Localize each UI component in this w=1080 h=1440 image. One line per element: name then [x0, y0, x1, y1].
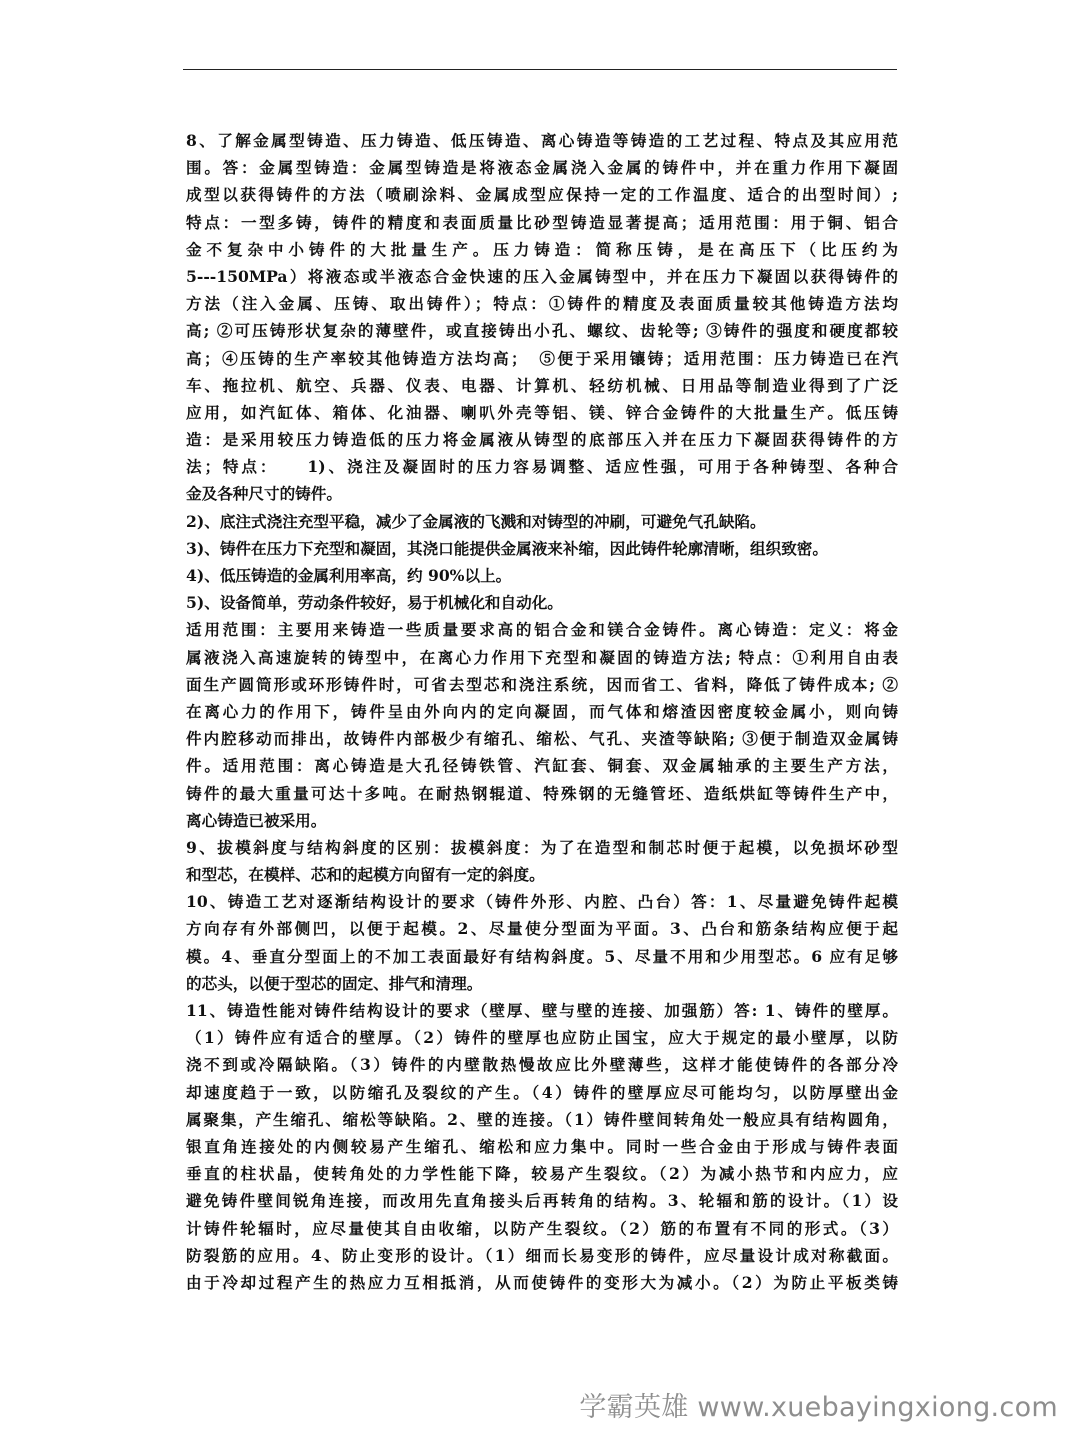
text-line: 11、铸造性能对铸件结构设计的要求（壁厚、壁与壁的连接、加强筋）答: 1、铸件的壁厚。	[186, 1001, 898, 1020]
text-line: 面生产圆筒形或环形铸件时，可省去型芯和浇注系统，因而省工、省料，降低了铸件成本; ②	[186, 674, 898, 694]
text-line: 高; ②可压铸形状复杂的薄壁件，或直接铸出小孔、螺纹、齿轮等; ③铸件的强度和硬度都较	[186, 321, 898, 341]
text-line: 铸件的最大重量可达十多吨。在耐热钢辊道、特殊钢的无缝管坯、造纸烘缸等铸件生产中，	[186, 783, 898, 803]
text-line: （1）铸件应有适合的壁厚。（2）铸件的壁厚也应防止国宝，应大于规定的最小壁厚，以防	[186, 1028, 898, 1048]
text-line: 法；特点： 1)、浇注及凝固时的压力容易调整、适应性强，可用于各种铸型、各种合	[186, 457, 898, 477]
text-line: 属液浇入高速旋转的铸型中，在离心力作用下充型和凝固的铸造方法; 特点：①利用自由表	[186, 647, 898, 667]
text-line: 10、铸造工艺对逐渐结构设计的要求（铸件外形、内腔、凸台）答：1、尽量避免铸件起模	[186, 892, 898, 912]
text-line: 和型芯，在模样、芯和的起模方向留有一定的斜度。	[186, 865, 545, 885]
text-line: 件。适用范围：离心铸造是大孔径铸铁管、汽缸套、铜套、双金属轴承的主要生产方法，	[186, 756, 898, 776]
text-line: 却速度趋于一致，以防缩孔及裂纹的产生。（4）铸件的壁厚应尽可能均匀，以防厚壁出金	[186, 1082, 898, 1102]
text-line: 方向存有外部侧凹，以便于起模。2、尽量使分型面为平面。3、凸台和筋条结构应便于起	[186, 919, 898, 939]
text-line: 模。4、垂直分型面上的不加工表面最好有结构斜度。5、尽量不用和少用型芯。6 应有足够	[186, 946, 898, 966]
header-rule	[183, 69, 897, 70]
text-line: 件内腔移动而排出，故铸件内部极少有缩孔、缩松、气孔、夹渣等缺陷; ③便于制造双金属铸	[186, 729, 898, 749]
text-line: 特点：一型多铸，铸件的精度和表面质量比砂型铸造显著提高；适用范围：用于铜、铝合	[186, 212, 898, 232]
document-body	[186, 127, 898, 1296]
text-line: 4)、低压铸造的金属利用率高，约 90%以上。	[186, 566, 512, 585]
text-line: 金不复杂中小铸件的大批量生产。压力铸造：简称压铸，是在高压下（比压约为	[186, 239, 898, 259]
text-line: 应用，如汽缸体、箱体、化油器、喇叭外壳等铝、镁、锌合金铸件的大批量生产。低压铸	[186, 402, 898, 422]
text-line: 适用范围：主要用来铸造一些质量要求高的铝合金和镁合金铸件。离心铸造：定义：将金	[186, 620, 898, 640]
text-line: 银直角连接处的内侧较易产生缩孔、缩松和应力集中。同时一些合金由于形成与铸件表面	[186, 1136, 898, 1156]
text-line: 造：是采用较压力铸造低的压力将金属液从铸型的底部压入并在压力下凝固获得铸件的方	[186, 430, 898, 450]
text-line: 属聚集，产生缩孔、缩松等缺陷。2、壁的连接。（1）铸件壁间转角处一般应具有结构圆角，	[186, 1109, 898, 1129]
text-line: 9、拔模斜度与结构斜度的区别：拔模斜度：为了在造型和制芯时便于起模，以免损坏砂型	[186, 837, 898, 857]
text-line: 由于冷却过程产生的热应力互相抵消，从而使铸件的变形大为减小。（2）为防止平板类铸	[186, 1272, 898, 1292]
text-line: 成型以获得铸件的方法（喷刷涂料、金属成型应保持一定的工作温度、适合的出型时间）;	[186, 185, 898, 205]
text-line: 避免铸件壁间锐角连接，而改用先直角接头后再转角的结构。3、轮辐和筋的设计。（1）设	[186, 1191, 898, 1211]
text-line: 围。答：金属型铸造：金属型铸造是将液态金属浇入金属的铸件中，并在重力作用下凝固	[186, 158, 898, 178]
text-line: 垂直的柱状晶，使转角处的力学性能下降，较易产生裂纹。（2）为减小热节和内应力，应	[186, 1164, 898, 1184]
text-line: 8、了解金属型铸造、压力铸造、低压铸造、离心铸造等铸造的工艺过程、特点及其应用范	[186, 131, 898, 150]
text-line: 浇不到或冷隔缺陷。（3）铸件的内壁散热慢故应比外壁薄些，这样才能使铸件的各部分冷	[186, 1055, 898, 1075]
text-line: 高；④压铸的生产率较其他铸造方法均高； ⑤便于采用镶铸；适用范围：压力铸造已在汽	[186, 348, 898, 368]
text-line: 防裂筋的应用。4、防止变形的设计。（1）细而长易变形的铸件，应尽量设计成对称截面。	[186, 1245, 898, 1265]
text-line: 5---150MPa）将液态或半液态合金快速的压入金属铸型中，并在压力下凝固以获得铸件的	[186, 266, 898, 286]
text-line: 车、拖拉机、航空、兵器、仪表、电器、计算机、轻纺机械、日用品等制造业得到了广泛	[186, 375, 898, 395]
text-line: 离心铸造已被采用。	[186, 810, 327, 830]
site-watermark: 学霸英雄 www.xuebayingxiong.com	[579, 1392, 1058, 1423]
text-line: 2)、底注式浇注充型平稳，减少了金属液的飞溅和对铸型的冲刷，可避免气孔缺陷。	[186, 511, 766, 531]
text-line: 在离心力的作用下，铸件呈由外向内的定向凝固，而气体和熔渣因密度较金属小，则向铸	[186, 701, 898, 721]
text-line: 5)、设备简单，劳动条件较好，易于机械化和自动化。	[186, 593, 563, 613]
text-line: 金及各种尺寸的铸件。	[186, 484, 342, 504]
text-line: 的芯头，以便于型芯的固定、排气和清理。	[186, 973, 483, 993]
text-line: 计铸件轮辐时，应尽量使其自由收缩，以防产生裂纹。（2）筋的布置有不同的形式。（3）	[186, 1218, 898, 1238]
text-line: 3)、铸件在压力下充型和凝固，其浇口能提供金属液来补缩，因此铸件轮廓清晰，组织致密。	[186, 538, 828, 558]
text-line: 方法（注入金属、压铸、取出铸件）；特点：①铸件的精度及表面质量较其他铸造方法均	[186, 294, 898, 314]
